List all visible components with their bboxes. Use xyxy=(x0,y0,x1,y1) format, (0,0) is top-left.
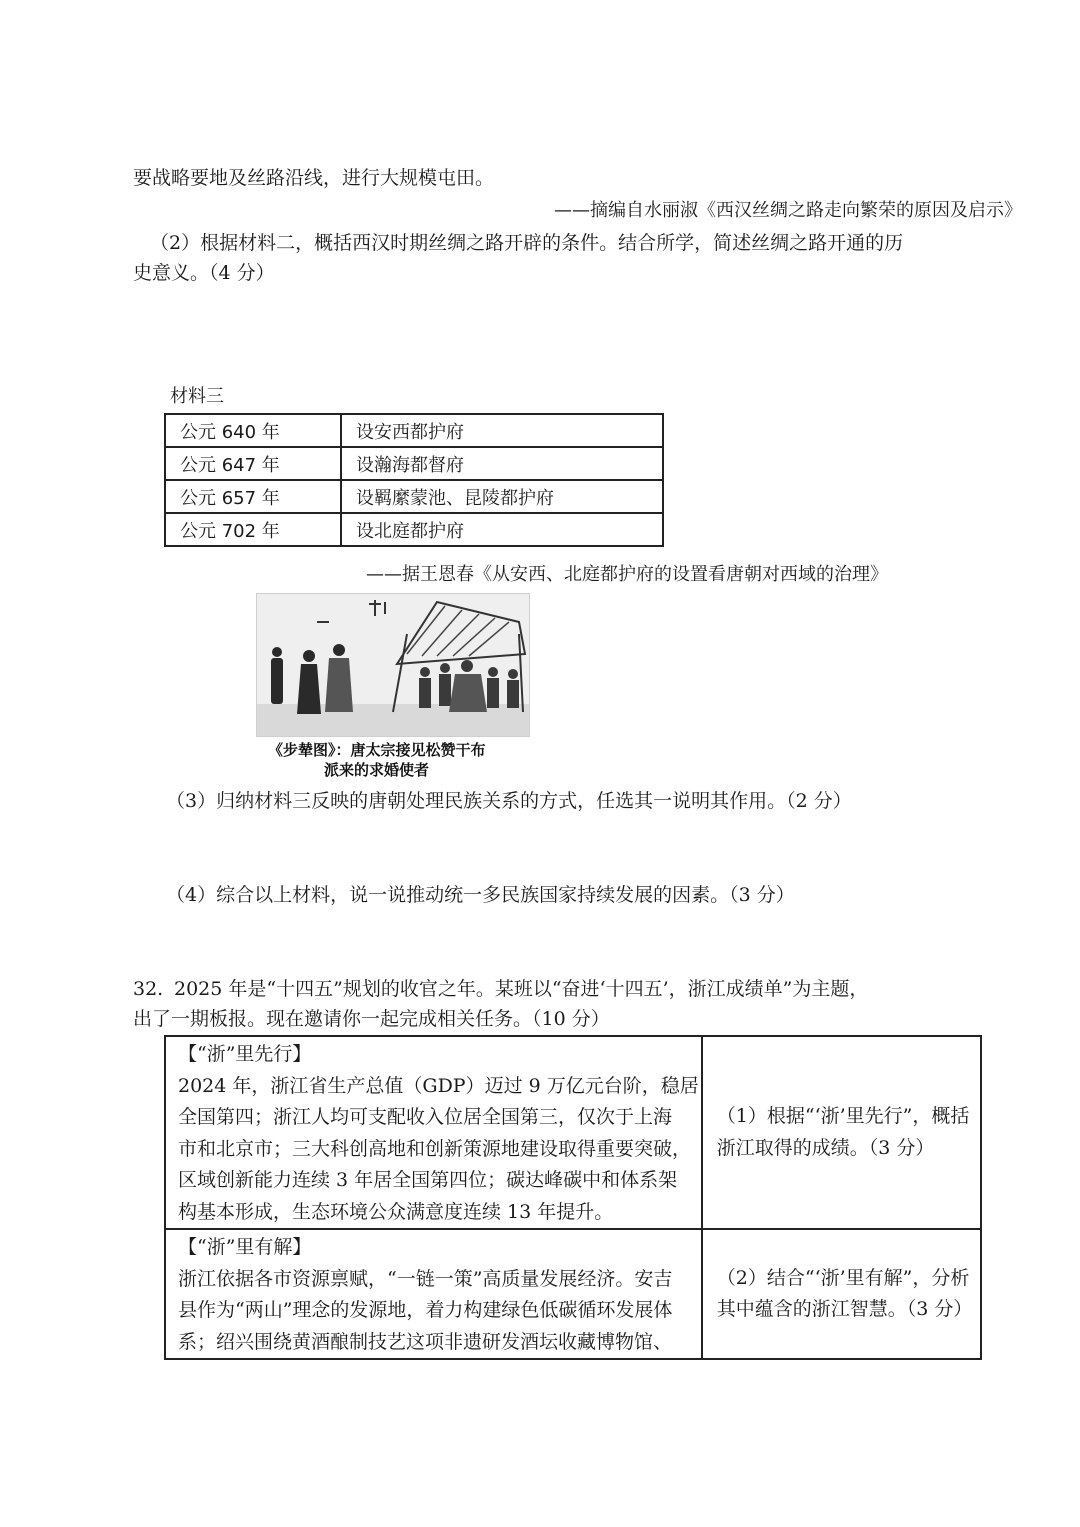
question-32-line-1: 2025 年是“十四五”规划的收官之年。某班以“奋进‘十四五’，浙江成绩单”为主题， xyxy=(174,978,869,1000)
year-cell: 公元 640 年 xyxy=(165,414,341,447)
table-row xyxy=(165,447,663,480)
section-text-line: 市和北京市；三大科创高地和创新策源地建设取得重要突破， xyxy=(178,1137,692,1160)
table-row xyxy=(165,480,663,513)
task-1-line-1: （1）根据“‘浙’里先行”，概括 xyxy=(716,1105,970,1127)
section-text-line: 浙江依据各市资源禀赋，“一链一策”高质量发展经济。安吉 xyxy=(178,1267,673,1290)
blackboard-table xyxy=(164,1035,982,1360)
material-three-source: ——据王恩春《从安西、北庭都护府的设置看唐朝对西域的治理》 xyxy=(366,564,888,585)
bunian-tu-painting xyxy=(256,593,530,737)
painting-caption xyxy=(256,740,528,780)
section-text-line: 全国第四；浙江人均可支配收入位居全国第三，仅次于上海 xyxy=(178,1106,673,1128)
section-text-line: 区域创新能力连续 3 年居全国第四位；碳达峰碳中和体系架 xyxy=(178,1169,678,1191)
material-three-table xyxy=(164,413,664,547)
material-two-tail: 要战略要地及丝路沿线，进行大规模屯田。 xyxy=(133,167,495,189)
year-cell: 公元 702 年 xyxy=(165,513,341,546)
task-2-line-1: （2）结合“‘浙’里有解”，分析 xyxy=(716,1266,970,1289)
question-32-number: 32. xyxy=(133,978,164,1000)
section-text-line: 构基本形成，生态环境公众满意度连续 13 年提升。 xyxy=(178,1200,614,1223)
event-cell: 设安西都护府 xyxy=(341,414,663,447)
question-2-line-1: （2）根据材料二，概括西汉时期丝绸之路开辟的条件。结合所学，简述丝绸之路开通的历 xyxy=(150,232,904,254)
section-text-line: 县作为“两山”理念的发源地，着力构建绿色低碳循环发展体 xyxy=(178,1299,673,1321)
table-row xyxy=(165,1229,981,1359)
material-two-source: ——摘编自水丽淑《西汉丝绸之路走向繁荣的原因及启示》 xyxy=(554,200,1022,221)
question-32-line-2: 出了一期板报。现在邀请你一起完成相关任务。（10 分） xyxy=(133,1008,610,1030)
section-text-line: 系；绍兴围绕黄酒酿制技艺这项非遗研发酒坛收藏博物馆、 xyxy=(178,1330,673,1353)
section-title: 【“浙”里有解】 xyxy=(178,1236,312,1258)
section-text-line: 2024 年，浙江省生产总值（GDP）迈过 9 万亿元台阶，稳居 xyxy=(178,1074,699,1097)
question-4: （4）综合以上材料，说一说推动统一多民族国家持续发展的因素。（3 分） xyxy=(166,884,795,906)
question-2-line-2: 史意义。（4 分） xyxy=(133,262,275,284)
table-row xyxy=(165,414,663,447)
section-title: 【“浙”里先行】 xyxy=(178,1043,312,1065)
caption-line-2: 派来的求婚使者 xyxy=(324,761,430,779)
event-cell: 设瀚海都督府 xyxy=(341,447,663,480)
event-cell: 设羁縻蒙池、昆陵都护府 xyxy=(341,480,663,513)
question-3: （3）归纳材料三反映的唐朝处理民族关系的方式，任选其一说明其作用。（2 分） xyxy=(166,790,852,812)
section-solution-cell xyxy=(165,1229,702,1359)
section-leading-cell xyxy=(165,1036,702,1229)
year-cell: 公元 657 年 xyxy=(165,480,341,513)
table-row xyxy=(165,513,663,546)
task-1-cell xyxy=(702,1036,982,1229)
event-cell: 设北庭都护府 xyxy=(341,513,663,546)
material-three-label: 材料三 xyxy=(170,386,224,407)
table-row xyxy=(165,1036,981,1229)
caption-line-1: 《步辇图》：唐太宗接见松赞干布 xyxy=(268,741,486,759)
task-2-line-2: 其中蕴含的浙江智慧。（3 分） xyxy=(716,1298,973,1320)
task-2-cell xyxy=(702,1229,982,1359)
task-1-line-2: 浙江取得的成绩。（3 分） xyxy=(716,1136,935,1159)
year-cell: 公元 647 年 xyxy=(165,447,341,480)
